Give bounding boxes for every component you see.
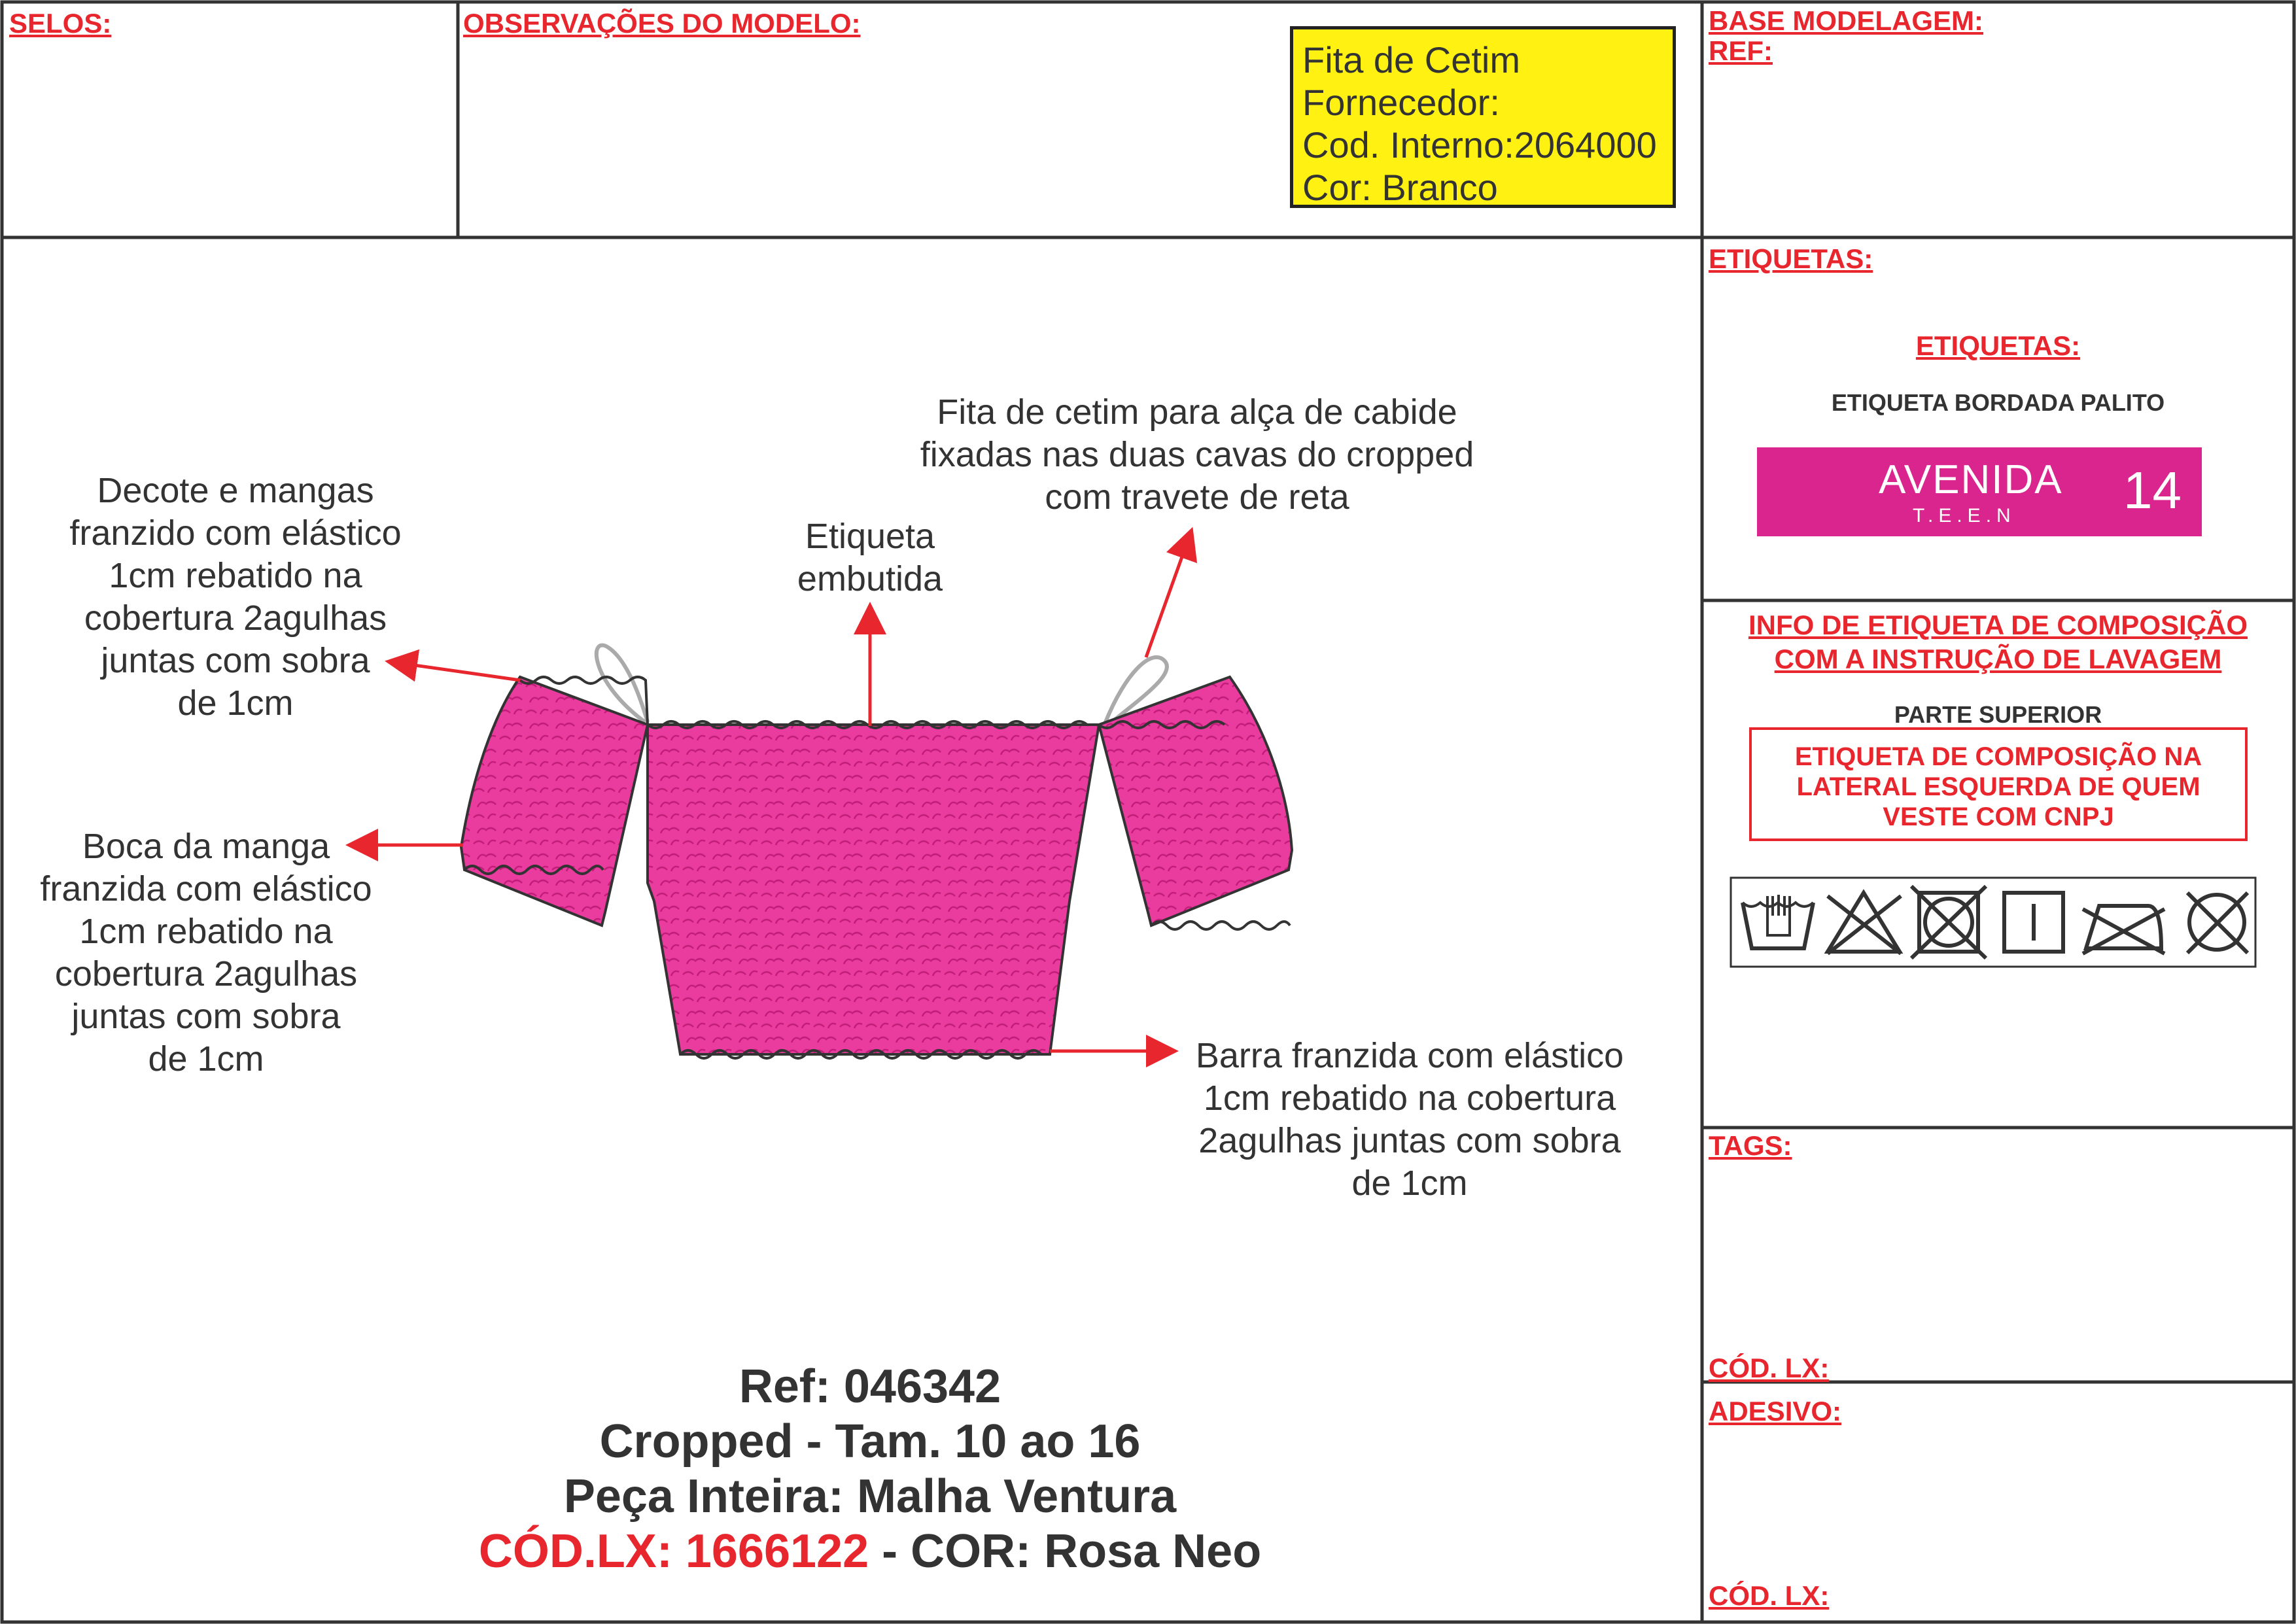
fita-line-1: Fita de Cetim — [1302, 39, 1520, 80]
brand-name: AVENIDA — [1879, 457, 2063, 502]
note-line: de 1cm — [148, 1039, 264, 1079]
left-sleeve — [461, 677, 648, 925]
note-line: juntas com sobra — [71, 997, 341, 1036]
note-line: cobertura 2agulhas — [84, 598, 387, 638]
care-symbols — [1730, 876, 2257, 968]
product-title-block — [392, 1359, 1348, 1579]
note-line: com travete de reta — [1045, 477, 1349, 517]
observacoes-label: OBSERVAÇÕES DO MODELO: — [463, 8, 861, 39]
product-code-line — [392, 1524, 1348, 1579]
note-line: juntas com sobra — [101, 641, 370, 680]
note-line: embutida — [797, 559, 943, 598]
tags-label: TAGS: — [1709, 1130, 1792, 1161]
product-code: CÓD.LX: 1666122 — [478, 1525, 869, 1578]
info-line: INFO DE ETIQUETA DE COMPOSIÇÃO — [1748, 610, 2248, 640]
garment-body — [648, 725, 1099, 1054]
product-color: - COR: Rosa Neo — [869, 1525, 1262, 1578]
product-ref: Ref: 046342 — [739, 1360, 1001, 1413]
note-line: 1cm rebatido na — [79, 912, 333, 951]
note-line: franzido com elástico — [69, 513, 402, 553]
product-piece: Peça Inteira: Malha Ventura — [563, 1470, 1177, 1523]
arrow-decote — [391, 662, 520, 680]
fita-line-4: Cor: Branco — [1302, 167, 1498, 208]
info-line: COM A INSTRUÇÃO DE LAVAGEM — [1774, 644, 2222, 674]
note-line: 2agulhas juntas com sobra — [1198, 1121, 1621, 1160]
note-line: Etiqueta — [805, 517, 935, 556]
note-line: fixadas nas duas cavas do cropped — [920, 435, 1474, 474]
note-line: Fita de cetim para alça de cabide — [937, 392, 1457, 432]
cod-lx-adesivo: CÓD. LX: — [1709, 1580, 1830, 1611]
brand-label — [1757, 447, 2202, 536]
parte-superior-label: PARTE SUPERIOR — [1894, 701, 2102, 728]
info-composicao-title — [1702, 608, 2294, 676]
fita-line-3: Cod. Interno:2064000 — [1302, 124, 1657, 165]
note-line: 1cm rebatido na — [109, 556, 362, 595]
product-name: Cropped - Tam. 10 ao 16 — [599, 1415, 1141, 1468]
note-line: de 1cm — [1351, 1164, 1468, 1203]
note-line: de 1cm — [177, 683, 294, 723]
right-cuff-elastic — [1151, 922, 1290, 929]
cod-lx-tags: CÓD. LX: — [1709, 1353, 1830, 1383]
note-line: Decote e mangas — [97, 471, 374, 510]
note-line: Barra franzida com elástico — [1195, 1036, 1624, 1075]
right-sleeve — [1099, 677, 1292, 925]
comp-line: LATERAL ESQUERDA DE QUEM — [1796, 772, 2200, 801]
composicao-box — [1749, 727, 2248, 841]
brand-size: 14 — [2123, 461, 2182, 519]
arrow-fita — [1146, 533, 1191, 657]
note-line: 1cm rebatido na cobertura — [1203, 1079, 1616, 1118]
etiquetas-header: ETIQUETAS: — [1709, 243, 1873, 274]
note-line: cobertura 2agulhas — [54, 954, 358, 993]
etiqueta-bordada-label: ETIQUETA BORDADA PALITO — [1831, 389, 2165, 416]
brand-sub: T.E.E.N — [1913, 505, 2016, 527]
base-modelagem-label: BASE MODELAGEM: — [1709, 5, 1983, 36]
comp-line: VESTE COM CNPJ — [1883, 803, 2114, 831]
note-line: Boca da manga — [82, 827, 330, 866]
adesivo-label: ADESIVO: — [1709, 1396, 1842, 1426]
comp-line: ETIQUETA DE COMPOSIÇÃO NA — [1794, 742, 2202, 771]
note-line: franzida com elástico — [40, 869, 372, 908]
fita-line-2: Fornecedor: — [1302, 82, 1500, 123]
ref-label: REF: — [1709, 35, 1773, 66]
selos-label: SELOS: — [9, 8, 112, 39]
etiquetas-subheader: ETIQUETAS: — [1915, 330, 2081, 361]
